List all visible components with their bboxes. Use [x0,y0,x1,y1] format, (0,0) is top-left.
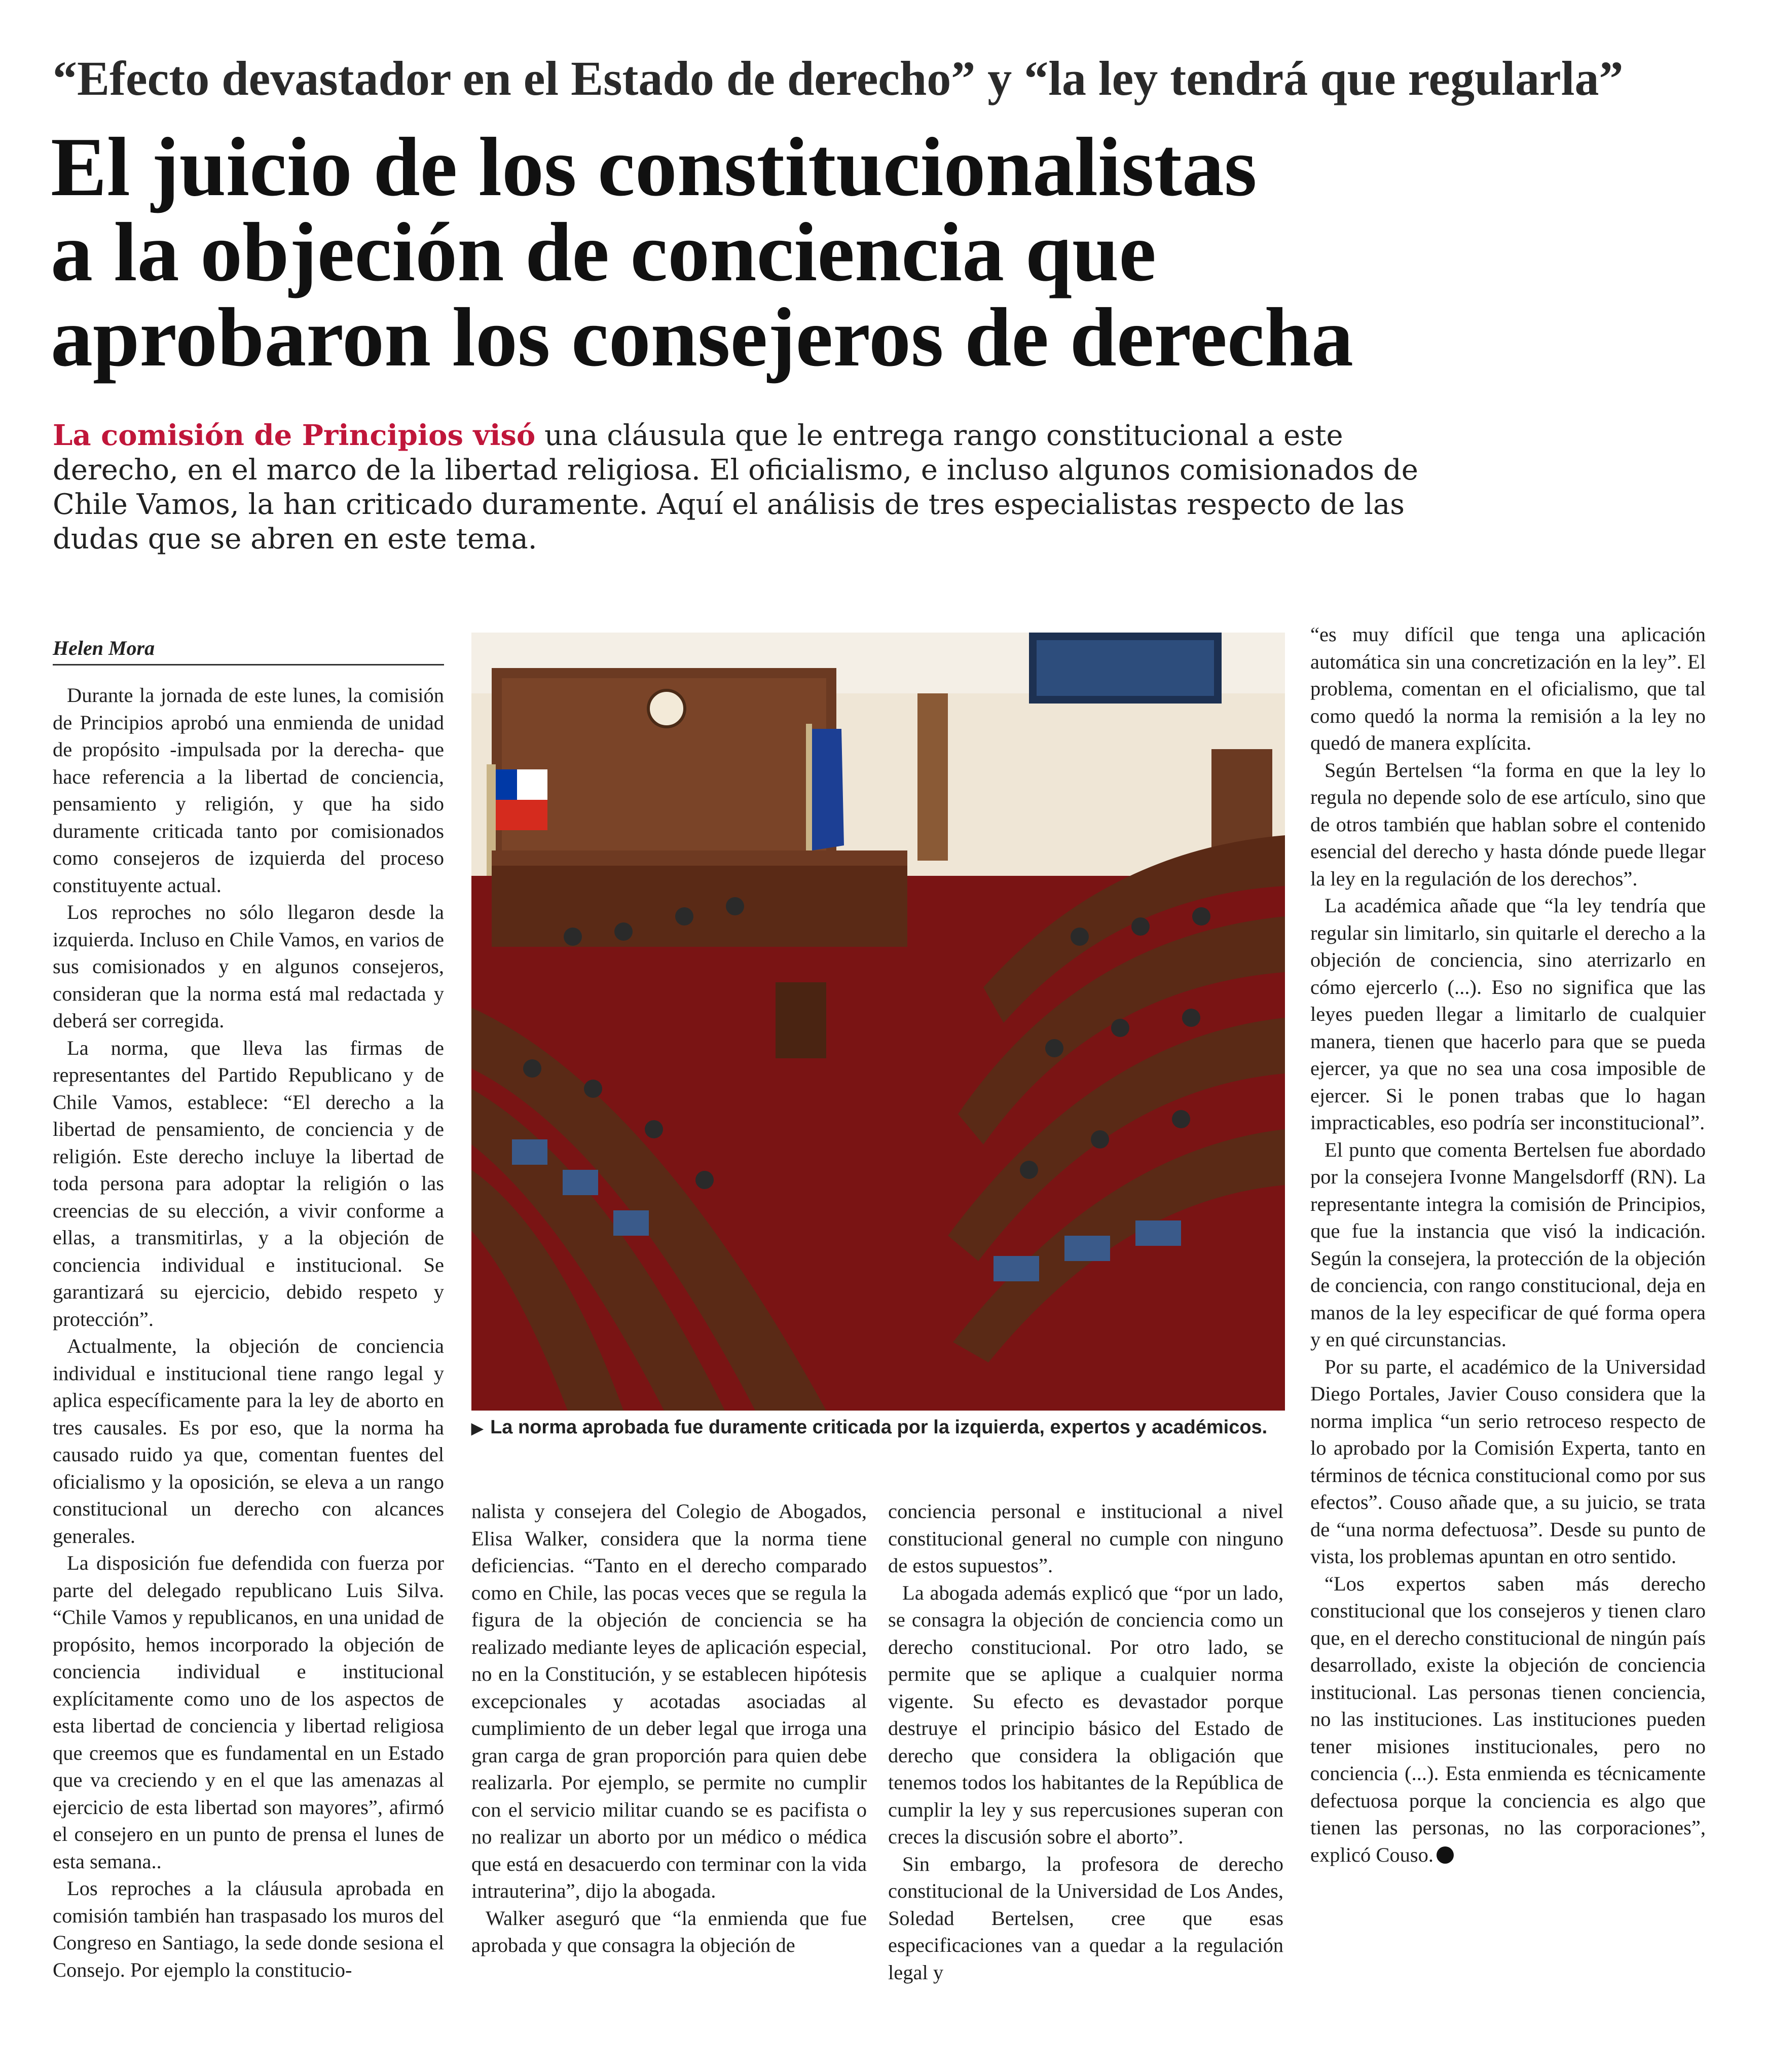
paragraph: Los reproches no sólo llegaron desde la izquierda. Incluso en Chile Vamos, en varios de sus comisionados y en algunos consejeros, consideran que la norma está mal redactada y deberá ser corregida. [53,901,444,1032]
paragraph: Sin embargo, la profesora de derecho constitucional de la Universidad de Los Andes, Soledad Bertelsen, cree que esas especificaciones van a quedar a la regulación legal y [888,1852,1283,1984]
chamber-photo [471,633,1285,1411]
paragraph: “es muy difícil que tenga una aplicación automática sin una concretización en la ley”. El problema, comentan en el oficialismo, que tal como quedó la norma la remisión a la ley no quedó de manera explícita. [1310,623,1706,754]
paragraph: La académica añade que “la ley tendría que regular sin limitarlo, sin quitarle el derecho a la objeción de conciencia, sino aterrizarlo en cómo ejercerlo (...). Eso no significa que las leyes pueden llegar a limitarlo de cualquier manera, tienen que hacerlo para que se pueda ejercer, ya que no sea una cosa imposible de ejercer. Si le ponen trabas que lo hagan impracticables, eso podría ser inconstitucional”. [1310,894,1706,1134]
column-1 [53,682,444,1983]
paragraph: Según Bertelsen “la forma en que la ley lo regula no depende solo de ese artículo, sino que de otros también que hablan sobre el contenido esencial del derecho y hasta dónde puede llegar la ley en la regulación de los derechos”. [1310,758,1706,890]
paragraph: La norma, que lleva las firmas de representantes del Partido Republicano y de Chile Vamos, establece: “El derecho a la libertad de pensamiento, de conciencia y de religión. Este derecho incluye la libertad de toda persona para adoptar la religión o las creencias de su elección, a vivir conforme a ellas, a transmitirlas, y a la objeción de conciencia individual e institucional. Se garantizará su ejercicio, debido respeto y protección”. [53,1036,444,1330]
paragraph: nalista y consejera del Colegio de Abogados, Elisa Walker, considera que la norma tiene deficiencias. “Tanto en el derecho comparado como en Chile, las pocas veces que se regula la figura de la objeción de conciencia se ha realizado mediante leyes de aplicación especial, no en la Constitución, y se establecen hipótesis excepcionales y acotadas asociadas al cumplimiento de un deber legal que irroga una gran carga de gran proporción para quien debe realizarla. Por ejemplo, se permite no cumplir con el servicio militar cuando se es pacifista o no realizar un aborto por un médico o médica que está en desacuerdo con terminar con la vida intrauterina”, dijo la abogada. [471,1500,867,1902]
paragraph: Durante la jornada de este lunes, la comisión de Principios aprobó una enmienda de unidad de propósito -impulsada por la derecha- que hace referencia a la libertad de conciencia, pensamiento y religión, y que ha sido duramente criticada tanto por comisionados como consejeros de izquierda del proceso constituyente actual. [53,684,444,897]
chamber-illustration [471,633,1285,1411]
headline [51,120,1622,384]
column-2 [471,1498,867,1959]
headline-line: a la objeción de conciencia que [51,205,1156,299]
paragraph: Actualmente, la objeción de conciencia individual e institucional tiene rango legal y aplica específicamente para la ley de aborto en tres causales. Es por eso, que la norma ha causado ruido ya que, comentan fuentes del oficialismo y la oposición, se eleva a un rango constitucional un derecho con alcances generales. [53,1335,444,1547]
headline-line: aprobaron los consejeros de derecha [51,290,1353,384]
headline-line: El juicio de los constitucionalistas [51,120,1257,213]
byline: Helen Mora [53,636,444,665]
paragraph: La disposición fue defendida con fuerza por parte del delegado republicano Luis Silva. “Chile Vamos y republicanos, en una unidad de propósito, hemos incorporado la objeción de conciencia individual e institucional explícitamente como uno de los aspectos de esta libertad de conciencia y libertad religiosa que creemos que es fundamental en un Estado que va creciendo y en el que las amenazas al ejercicio de esta libertad son mayores”, afirmó el consejero en un punto de prensa el lunes de esta semana.. [53,1551,444,1873]
caption-text: La norma aprobada fue duramente criticada por la izquierda, expertos y académicos. [490,1417,1268,1438]
paragraph [1310,1570,1706,1869]
deck [53,418,1462,557]
caption-marker-icon: ▶ [471,1420,484,1437]
paragraph: Por su parte, el académico de la Universidad Diego Portales, Javier Couso considera que la norma implica “un serio retroceso respecto de lo aprobado por la Comisión Experta, tanto en términos de técnica constitucional como por sus efectos”. Couso añade que, a su juicio, se trata de “una norma defectuosa”. Desde su punto de vista, los problemas apuntan en otro sentido. [1310,1355,1706,1568]
column-4 [1310,621,1706,1868]
column-3 [888,1498,1283,1986]
paragraph: Los reproches a la cláusula aprobada en comisión también han traspasado los muros del Congreso en Santiago, la sede donde sesiona el Consejo. Por ejemplo la constitucio- [53,1877,444,1981]
photo-caption [471,1417,1293,1438]
deck-text: una cláusula que le entrega rango constitucional a este derecho, en el marco de la libertad religiosa. El oficialismo, e incluso algunos comisionados de Chile Vamos, la han criticado duramente. Aquí el análisis de tres especialistas respecto de las dudas que se abren en este tema. [53,419,1418,556]
paragraph: El punto que comenta Bertelsen fue abordado por la consejera Ivonne Mangelsdorff (RN). La representante integra la comisión de Principios, que fue la instancia que visó la indicación. Según la consejera, la protección de la objeción de conciencia, con rango constitucional, deja en manos de la ley especificar de qué forma opera y en qué circunstancias. [1310,1138,1706,1351]
paragraph: La abogada además explicó que “por un lado, se consagra la objeción de conciencia como un derecho constitucional. Por otro lado, se permite que se aplique a cualquier norma vigente. Su efecto es devastador porque destruye el principio básico del Estado de derecho que considera la obligación que tenemos todos los habitantes de la República de cumplir la ley y sus repercusiones superan con creces la discusión sobre el aborto”. [888,1581,1283,1848]
paragraph-text: “Los expertos saben más derecho constitucional que los consejeros y tienen claro que, en el derecho constitucional de ningún país desarrollado, existe la objeción de conciencia institucional. Las personas tienen conciencia, no las instituciones. Las instituciones pueden tener misiones institucionales, pero no conciencia (...). Esta enmienda es técnicamente defectuosa porque la conciencia es algo que tienen las personas, no las corporaciones”, explicó Couso. [1310,1572,1706,1866]
deck-lead: La comisión de Principios visó [53,419,536,452]
paragraph: Walker aseguró que “la enmienda que fue aprobada y que consagra la objeción de [471,1906,867,1956]
paragraph: conciencia personal e institucional a nivel constitucional general no cumple con ninguno de estos supuestos”. [888,1500,1283,1577]
end-mark-icon [1437,1846,1454,1864]
kicker: “Efecto devastador en el Estado de derecho” y “la ley tendrá que regularla” [53,51,1624,105]
